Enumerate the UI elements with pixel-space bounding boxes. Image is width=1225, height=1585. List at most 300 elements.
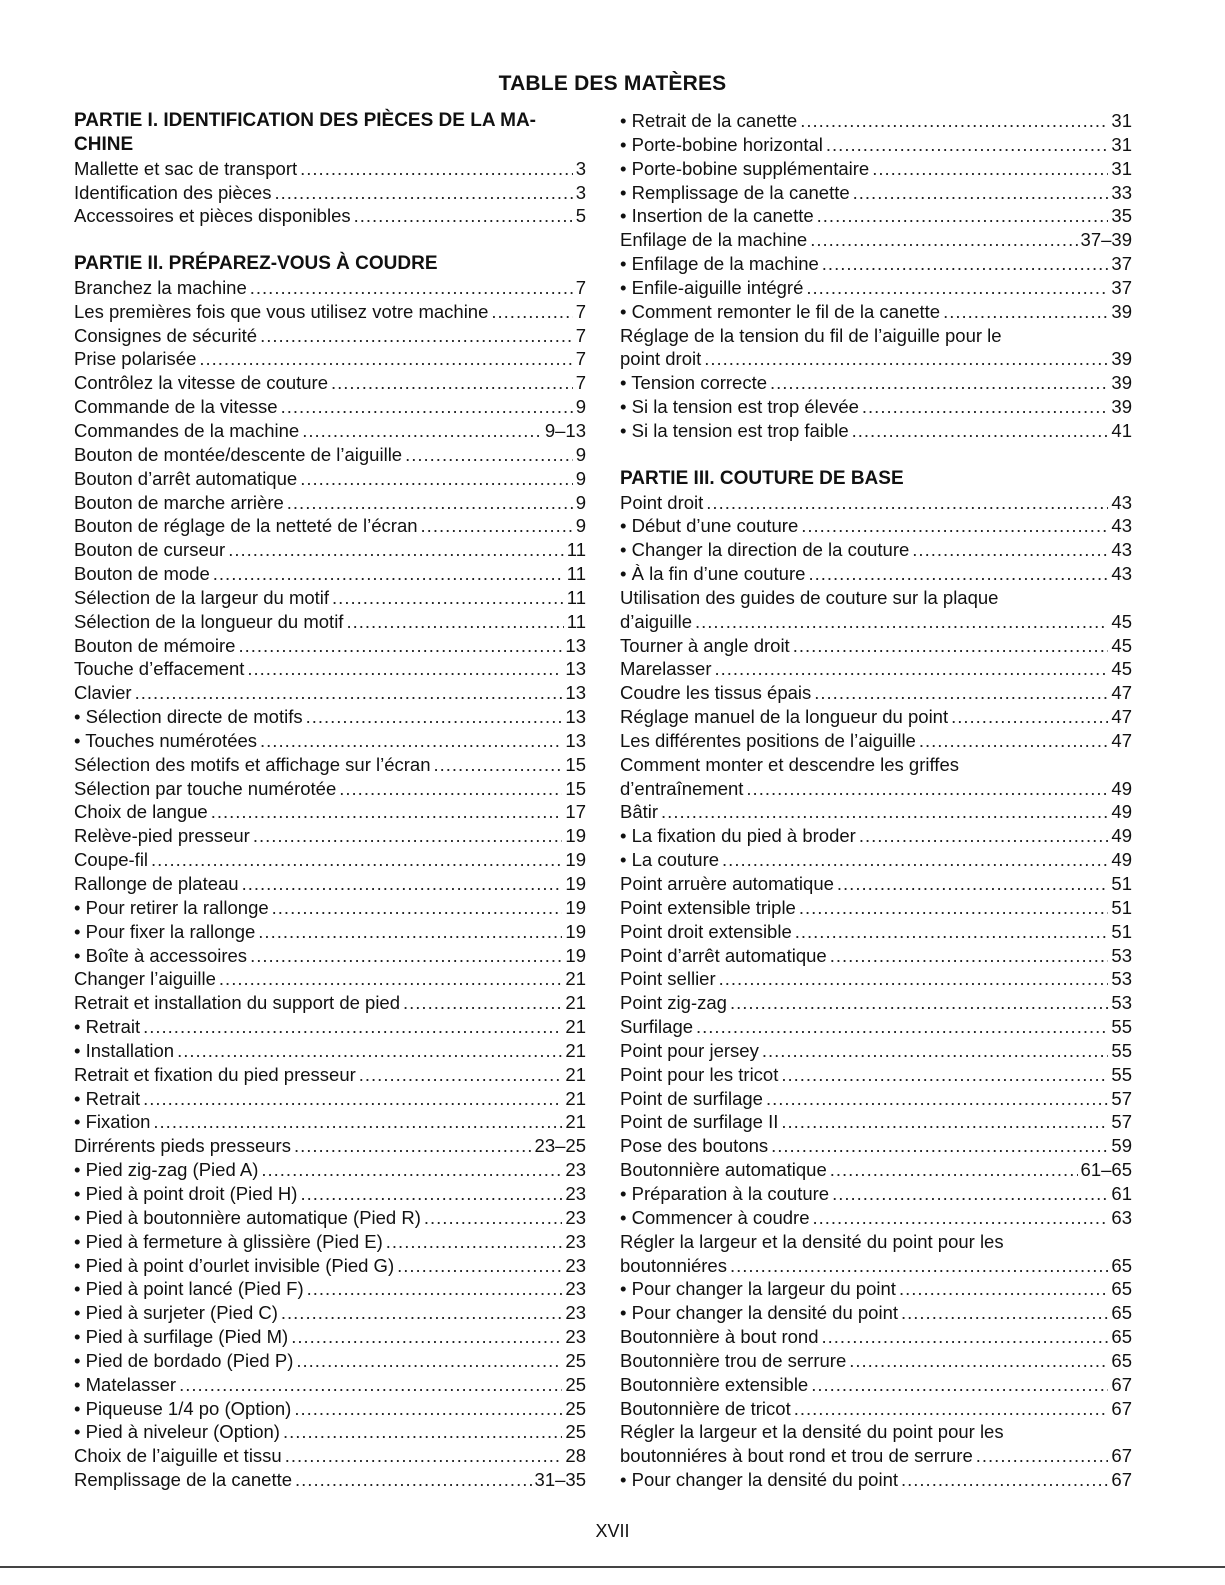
dot-leader — [250, 276, 573, 300]
dot-leader — [901, 1468, 1108, 1492]
toc-entry-text: PARTIE II. PRÉPAREZ-VOUS À COUDRE — [74, 253, 438, 275]
toc-entry-text: • Pied à point d’ourlet invisible (Pied G) — [74, 1254, 395, 1276]
dot-leader — [219, 967, 563, 991]
dot-leader — [661, 800, 1108, 824]
toc-entry-continued — [620, 753, 1132, 777]
toc-entry — [74, 204, 586, 228]
toc-entry — [620, 1206, 1132, 1230]
dot-leader — [403, 991, 562, 1015]
toc-page-number: 23 — [565, 1254, 586, 1276]
dot-leader — [359, 1063, 563, 1087]
dot-leader — [899, 1277, 1108, 1301]
toc-page-number: 23 — [565, 1159, 586, 1181]
toc-entry — [620, 920, 1132, 944]
dot-leader — [386, 1230, 563, 1254]
toc-entry — [74, 1158, 586, 1182]
dot-leader — [762, 1039, 1109, 1063]
toc-page-number: 11 — [566, 586, 586, 608]
dot-leader — [830, 1158, 1078, 1182]
dot-leader — [260, 324, 573, 348]
toc-entry-text: Bouton de montée/descente de l’aiguille — [74, 443, 403, 465]
toc-entry-text: Sélection des motifs et affichage sur l’écran — [74, 753, 431, 775]
toc-entry — [620, 538, 1132, 562]
dot-leader — [247, 657, 562, 681]
toc-entry — [74, 586, 586, 610]
toc-entry-text: Mallette et sac de transport — [74, 157, 298, 179]
toc-page-number: 23 — [565, 1326, 586, 1348]
toc-page-number: 15 — [565, 753, 586, 775]
dot-leader — [300, 467, 573, 491]
dot-leader — [837, 872, 1109, 896]
toc-entry-text: Régler la largeur et la densité du point pour les — [620, 1421, 1004, 1443]
dot-leader — [813, 1206, 1109, 1230]
toc-page-number: 19 — [565, 896, 586, 918]
dot-leader — [830, 944, 1109, 968]
dot-leader — [424, 1206, 563, 1230]
toc-page-number: 13 — [565, 729, 586, 751]
dot-leader — [143, 1015, 562, 1039]
toc-entry — [74, 562, 586, 586]
toc-page-number: 13 — [565, 634, 586, 656]
toc-page-number: 35 — [1111, 205, 1132, 227]
dot-leader — [295, 1468, 532, 1492]
dot-leader — [976, 1444, 1109, 1468]
toc-entry-text: Utilisation des guides de couture sur la plaque — [620, 586, 999, 608]
dot-leader — [730, 1254, 1108, 1278]
toc-entry — [620, 395, 1132, 419]
toc-entry-text: Point de surfilage — [620, 1087, 763, 1109]
dot-leader — [242, 872, 563, 896]
toc-page-number: 55 — [1111, 1039, 1132, 1061]
toc-page-number: 53 — [1111, 968, 1132, 990]
toc-page-number: 25 — [565, 1373, 586, 1395]
dot-leader — [770, 371, 1108, 395]
toc-entry-text: Les premières fois que vous utilisez votre machine — [74, 300, 489, 322]
toc-page-number: 5 — [575, 205, 586, 227]
dot-leader — [696, 1015, 1108, 1039]
toc-left-column — [74, 109, 586, 1492]
toc-right-column — [620, 109, 1132, 1492]
toc-page-number: 55 — [1111, 1016, 1132, 1038]
toc-entry — [74, 1349, 586, 1373]
dot-leader — [704, 347, 1108, 371]
toc-entry — [74, 300, 586, 324]
dot-leader — [859, 824, 1109, 848]
toc-entry-text: Pose des boutons — [620, 1135, 769, 1157]
toc-entry — [74, 347, 586, 371]
toc-entry-text: Relève-pied presseur — [74, 825, 250, 847]
toc-entry-text: • Pour changer la densité du point — [620, 1469, 898, 1491]
toc-page-number: 51 — [1111, 873, 1132, 894]
toc-page-number: 45 — [1111, 634, 1132, 656]
toc-entry-text: PARTIE III. COUTURE DE BASE — [620, 467, 904, 489]
dot-leader — [793, 634, 1109, 658]
toc-entry-text: boutonniéres — [620, 1254, 727, 1276]
toc-page-number: 21 — [565, 1039, 586, 1061]
dot-leader — [151, 848, 562, 872]
toc-page-number: 45 — [1111, 610, 1132, 632]
dot-leader — [715, 657, 1109, 681]
toc-entry — [620, 1349, 1132, 1373]
toc-entry — [620, 181, 1132, 205]
dot-leader — [272, 896, 563, 920]
toc-entry-text: • Comment remonter le fil de la canette — [620, 300, 941, 322]
toc-entry — [74, 610, 586, 634]
toc-entry-text: • Remplissage de la canette — [620, 181, 850, 203]
toc-entry — [620, 109, 1132, 133]
toc-page-number: 23 — [565, 1182, 586, 1204]
toc-entry — [620, 872, 1132, 896]
toc-entry-text: Rallonge de plateau — [74, 873, 239, 894]
toc-page-number: 67 — [1111, 1373, 1132, 1395]
toc-entry — [620, 491, 1132, 515]
toc-entry-text: Point zig-zag — [620, 992, 727, 1014]
toc-page-number: 23 — [565, 1302, 586, 1324]
toc-entry — [74, 657, 586, 681]
toc-page-number: 65 — [1111, 1326, 1132, 1348]
toc-entry — [74, 1015, 586, 1039]
toc-entry-text: Point sellier — [620, 968, 716, 990]
dot-leader — [810, 228, 1077, 252]
toc-entry — [620, 1444, 1132, 1468]
toc-entry — [74, 1063, 586, 1087]
section-heading — [620, 467, 1132, 491]
toc-entry — [74, 181, 586, 205]
toc-entry-text: • Boîte à accessoires — [74, 944, 248, 966]
dot-leader — [354, 204, 573, 228]
toc-entry-text: Surfilage — [620, 1016, 694, 1038]
toc-entry — [620, 204, 1132, 228]
dot-leader — [491, 300, 572, 324]
toc-entry — [620, 157, 1132, 181]
toc-page-number: 15 — [565, 777, 586, 799]
toc-entry — [74, 872, 586, 896]
toc-entry — [74, 1134, 586, 1158]
dot-leader — [258, 920, 562, 944]
toc-page-number: 37 — [1111, 253, 1132, 275]
toc-page-number: 9 — [575, 491, 586, 513]
dot-leader — [817, 204, 1109, 228]
toc-page-number: 3 — [575, 157, 586, 179]
toc-page-number: 51 — [1111, 896, 1132, 918]
toc-entry — [620, 777, 1132, 801]
toc-entry-text: Coudre les tissus épais — [620, 682, 812, 704]
toc-entry-text: Dirrérents pieds presseurs — [74, 1135, 291, 1157]
toc-entry — [620, 1063, 1132, 1087]
toc-page-number: 45 — [1111, 658, 1132, 680]
toc-entry-text: Bouton de curseur — [74, 539, 226, 561]
toc-page-number: 53 — [1111, 992, 1132, 1014]
toc-entry-text: Point pour jersey — [620, 1039, 759, 1061]
toc-entry-text: Bouton de réglage de la netteté de l’écran — [74, 515, 418, 537]
toc-entry-text: • Sélection directe de motifs — [74, 706, 303, 728]
toc-entry-text: • Pour changer la densité du point — [620, 1302, 898, 1324]
toc-entry — [74, 538, 586, 562]
toc-entry-text: • Tension correcte — [620, 372, 768, 394]
toc-entry-text: d’aiguille — [620, 610, 692, 632]
toc-entry — [74, 634, 586, 658]
toc-entry-text: Tourner à angle droit — [620, 634, 790, 656]
toc-page-number: 37–39 — [1080, 229, 1132, 251]
toc-entry-text: Bouton de mémoire — [74, 634, 236, 656]
toc-entry-text: Accessoires et pièces disponibles — [74, 205, 351, 227]
toc-page-number: 17 — [565, 801, 586, 823]
toc-entry — [620, 1325, 1132, 1349]
toc-page-number: 13 — [565, 658, 586, 680]
dot-leader — [294, 1397, 562, 1421]
toc-entry — [74, 991, 586, 1015]
toc-entry — [620, 133, 1132, 157]
toc-page-number: 61–65 — [1080, 1159, 1132, 1181]
toc-page-number: 37 — [1111, 276, 1132, 298]
dot-leader — [397, 1254, 562, 1278]
toc-entry-text: Commande de la vitesse — [74, 396, 278, 418]
toc-entry — [74, 1444, 586, 1468]
dot-leader — [806, 276, 1108, 300]
toc-entry-text: • Matelasser — [74, 1373, 177, 1395]
toc-entry-text: Commandes de la machine — [74, 419, 300, 441]
toc-entry-continued — [620, 586, 1132, 610]
toc-entry — [74, 1325, 586, 1349]
dot-leader — [261, 1158, 562, 1182]
dot-leader — [801, 514, 1108, 538]
toc-page-number: 11 — [566, 563, 586, 585]
toc-page-number: 31–35 — [534, 1469, 586, 1491]
dot-leader — [300, 1182, 562, 1206]
toc-page-number: 39 — [1111, 372, 1132, 394]
toc-page-number: 28 — [565, 1445, 586, 1467]
toc-page-number: 43 — [1111, 563, 1132, 585]
toc-page-number: 61 — [1111, 1182, 1132, 1204]
toc-entry — [74, 1087, 586, 1111]
toc-entry-text: Réglage de la tension du fil de l’aiguille pour le — [620, 324, 1002, 346]
dot-leader — [302, 419, 542, 443]
dot-leader — [434, 753, 563, 777]
toc-page-number: 19 — [565, 920, 586, 942]
toc-entry — [620, 1397, 1132, 1421]
toc-entry — [74, 800, 586, 824]
toc-entry-text: Sélection de la largeur du motif — [74, 586, 330, 608]
toc-entry — [74, 1277, 586, 1301]
toc-entry-text: Point droit — [620, 491, 704, 513]
toc-entry-text: • Si la tension est trop élevée — [620, 396, 859, 418]
dot-leader — [281, 395, 573, 419]
toc-entry-text: • Pied zig-zag (Pied A) — [74, 1159, 259, 1181]
toc-entry-text: • Piqueuse 1/4 po (Option) — [74, 1397, 292, 1419]
dot-leader — [332, 586, 564, 610]
toc-page-number: 19 — [565, 825, 586, 847]
toc-page-number: 21 — [565, 1087, 586, 1109]
toc-page-number: 9 — [575, 515, 586, 537]
toc-entry-text: • Préparation à la couture — [620, 1182, 830, 1204]
toc-entry-text: Point d’arrêt automatique — [620, 944, 827, 966]
toc-page-number: 67 — [1111, 1397, 1132, 1419]
toc-entry-text: Contrôlez la vitesse de couture — [74, 372, 328, 394]
dot-leader — [253, 824, 563, 848]
dot-leader — [421, 514, 573, 538]
toc-page-number: 13 — [565, 682, 586, 704]
toc-entry-text: • Pied à point lancé (Pied F) — [74, 1278, 304, 1300]
toc-entry-text: • Porte-bobine horizontal — [620, 133, 823, 155]
dot-leader — [300, 157, 573, 181]
toc-entry-text: Touche d’effacement — [74, 658, 245, 680]
toc-entry-text: Clavier — [74, 682, 132, 704]
toc-entry — [74, 920, 586, 944]
toc-entry — [620, 681, 1132, 705]
toc-entry-text: Sélection de la longueur du motif — [74, 610, 344, 632]
dot-leader — [281, 1301, 563, 1325]
toc-entry-text: • Installation — [74, 1039, 175, 1061]
toc-page-number: 3 — [575, 181, 586, 203]
toc-page-number: 11 — [566, 539, 586, 561]
toc-entry-text: • Pied à fermeture à glissière (Pied E) — [74, 1230, 383, 1252]
toc-entry — [74, 443, 586, 467]
toc-page-number: 31 — [1111, 133, 1132, 155]
toc-entry — [74, 777, 586, 801]
toc-entry-text: Remplissage de la canette — [74, 1469, 293, 1491]
toc-entry — [620, 1373, 1132, 1397]
dot-leader — [919, 729, 1109, 753]
dot-leader — [852, 419, 1109, 443]
toc-page-number: 7 — [575, 276, 586, 298]
toc-entry — [74, 157, 586, 181]
toc-page-number: 23 — [565, 1206, 586, 1228]
dot-leader — [811, 1373, 1108, 1397]
toc-entry — [74, 944, 586, 968]
toc-entry — [74, 705, 586, 729]
toc-entry — [620, 729, 1132, 753]
toc-entry — [620, 657, 1132, 681]
dot-leader — [294, 1134, 532, 1158]
toc-entry — [74, 824, 586, 848]
toc-page-number: 21 — [565, 968, 586, 990]
dot-leader — [800, 109, 1108, 133]
dot-leader — [695, 610, 1108, 634]
toc-entry — [74, 681, 586, 705]
section-heading — [74, 133, 586, 157]
toc-page-number: 23 — [565, 1278, 586, 1300]
toc-page-number: 49 — [1111, 777, 1132, 799]
toc-page-number: 41 — [1111, 419, 1132, 441]
toc-page-number: 39 — [1111, 348, 1132, 370]
dot-leader — [719, 967, 1109, 991]
toc-entry — [74, 276, 586, 300]
toc-entry — [74, 1468, 586, 1492]
toc-entry-text: • Pour retirer la rallonge — [74, 896, 269, 918]
dot-leader — [296, 1349, 562, 1373]
toc-entry — [620, 347, 1132, 371]
toc-page-number: 23 — [565, 1230, 586, 1252]
dot-leader — [781, 1063, 1108, 1087]
toc-entry — [620, 634, 1132, 658]
toc-entry-text: Bouton de mode — [74, 563, 210, 585]
toc-page-number: 65 — [1111, 1254, 1132, 1276]
toc-page-number: 65 — [1111, 1278, 1132, 1300]
bottom-rule — [0, 1566, 1225, 1568]
dot-leader — [283, 1420, 562, 1444]
toc-entry-text: Les différentes positions de l’aiguille — [620, 729, 916, 751]
toc-entry-text: • Pour changer la largeur du point — [620, 1278, 896, 1300]
toc-entry-text: • Pour fixer la rallonge — [74, 920, 256, 942]
dot-leader — [331, 371, 573, 395]
dot-leader — [179, 1373, 562, 1397]
toc-entry-text: • La couture — [620, 849, 720, 871]
dot-leader — [730, 991, 1108, 1015]
toc-entry-text: • Fixation — [74, 1111, 151, 1133]
toc-entry-text: • Enfile-aiguille intégré — [620, 276, 804, 298]
dot-leader — [228, 538, 564, 562]
toc-entry-text: Choix de langue — [74, 801, 208, 823]
toc-page-number: 51 — [1111, 920, 1132, 942]
toc-entry-continued — [620, 1230, 1132, 1254]
toc-page-number: 21 — [565, 992, 586, 1014]
dot-leader — [306, 705, 563, 729]
section-heading — [74, 109, 586, 133]
toc-entry — [620, 1468, 1132, 1492]
toc-entry — [74, 848, 586, 872]
toc-entry — [620, 705, 1132, 729]
toc-page-number: 63 — [1111, 1206, 1132, 1228]
toc-entry — [620, 1110, 1132, 1134]
toc-entry-text: Point arruère automatique — [620, 873, 834, 894]
dot-leader — [814, 681, 1108, 705]
dot-leader — [822, 252, 1109, 276]
dot-leader — [872, 157, 1108, 181]
toc-entry-text: • Pied à boutonnière automatique (Pied R) — [74, 1206, 421, 1228]
toc-entry-text: • Si la tension est trop faible — [620, 419, 849, 441]
toc-entry — [620, 1087, 1132, 1111]
toc-entry — [74, 1039, 586, 1063]
toc-entry-text: Consignes de sécurité — [74, 324, 258, 346]
dot-leader — [901, 1301, 1108, 1325]
toc-entry — [74, 395, 586, 419]
toc-entry — [620, 848, 1132, 872]
toc-entry — [74, 419, 586, 443]
dot-leader — [849, 1349, 1108, 1373]
dot-leader — [339, 777, 562, 801]
toc-page-number: 21 — [565, 1016, 586, 1038]
toc-entry-text: • Pied de bordado (Pied P) — [74, 1349, 294, 1371]
dot-leader — [199, 347, 572, 371]
toc-entry-continued — [620, 1420, 1132, 1444]
toc-page-number: 43 — [1111, 491, 1132, 513]
dot-leader — [746, 777, 1108, 801]
toc-page-number: 57 — [1111, 1087, 1132, 1109]
toc-entry — [620, 1254, 1132, 1278]
toc-entry-text: • À la fin d’une couture — [620, 563, 806, 585]
toc-entry — [74, 1230, 586, 1254]
toc-entry-text: Boutonnière extensible — [620, 1373, 809, 1395]
toc-entry — [620, 1134, 1132, 1158]
toc-entry — [620, 991, 1132, 1015]
toc-page-number: 25 — [565, 1421, 586, 1443]
toc-page-number: 31 — [1111, 110, 1132, 131]
toc-entry — [74, 1373, 586, 1397]
toc-page-number: 7 — [575, 372, 586, 394]
toc-entry-text: PARTIE I. IDENTIFICATION DES PIÈCES DE LA MA- — [74, 110, 537, 131]
dot-leader — [274, 181, 572, 205]
dot-leader — [213, 562, 564, 586]
dot-leader — [307, 1277, 563, 1301]
toc-entry-continued — [620, 324, 1132, 348]
toc-spacer — [620, 443, 1132, 467]
toc-entry — [74, 1301, 586, 1325]
toc-entry-text: • Changer la direction de la couture — [620, 539, 910, 561]
toc-page-number: 43 — [1111, 515, 1132, 537]
toc-entry-text: Bâtir — [620, 801, 659, 823]
toc-page-number: 53 — [1111, 944, 1132, 966]
toc-entry — [74, 467, 586, 491]
